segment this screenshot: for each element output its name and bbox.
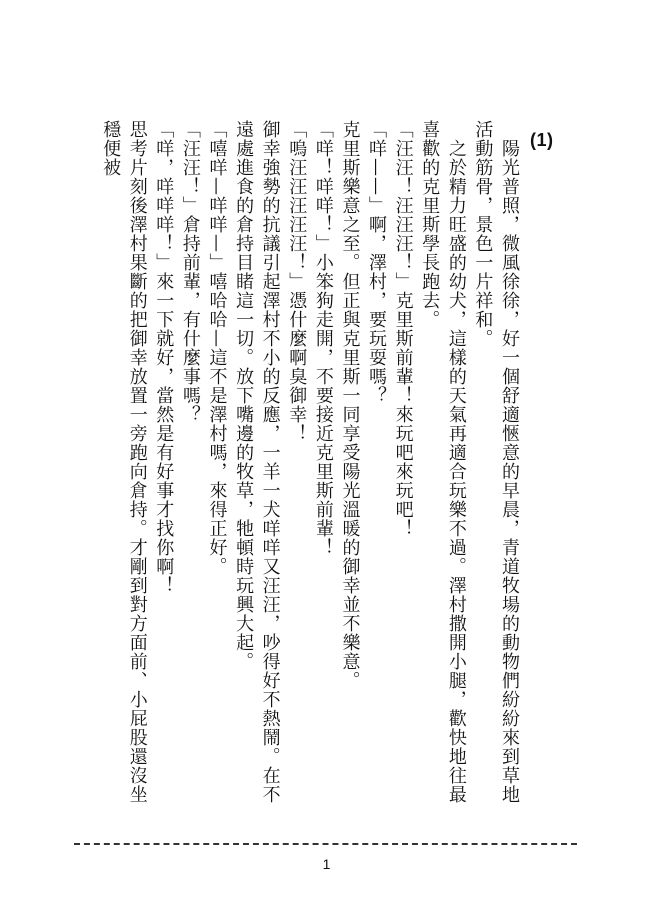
paragraph: 之於精力旺盛的幼犬，這樣的天氣再適合玩樂不過。澤村撒開小腿，歡快地往最喜歡的克里斯學長跑去。: [419, 120, 467, 804]
paragraph: 「汪汪！汪汪汪！」克里斯前輩！來玩吧來玩吧！: [392, 120, 414, 538]
paragraph: 陽光普照，微風徐徐，好一個舒適愜意的早晨，青道牧場的動物們紛紛來到草地活動筋骨，景色一片祥和。: [472, 120, 520, 804]
paragraph: 克里斯樂意之至。但正與克里斯一同享受陽光溫暖的御幸並不樂意。: [339, 120, 361, 690]
vertical-text-body: [82, 120, 522, 820]
paragraph: 「咩，咩咩咩！」來一下就好，當然是有好事才找你啊！: [153, 120, 175, 595]
paragraph: 「咩！咩咩！」小笨狗走開，不要接近克里斯前輩！: [312, 120, 334, 557]
paragraph: 思考片刻後澤村果斷的把御幸放置一旁跑向倉持。才剛到對方面前、小屁股還沒坐穩便被: [100, 120, 148, 804]
paragraph: 「嗚汪汪汪汪汪！」憑什麼啊臭御幸！: [286, 120, 308, 443]
paragraph: 「汪汪！」倉持前輩，有什麼事嗎？: [179, 120, 201, 424]
paragraph: 「嘻咩—咩咩—」嘻哈哈—這不是澤村嗎，來得正好。: [206, 120, 228, 576]
page-number: 1: [322, 856, 331, 872]
paragraph: 「咩——」啊，澤村，要玩耍嗎？: [366, 120, 388, 405]
chapter-number: (1): [530, 130, 554, 150]
paragraph: 御幸強勢的抗議引起澤村不小的反應，一羊一犬咩咩又汪汪，吵得好不熱鬧。在不遠處進食的倉持目睹這一切。放下嘴邊的牧草，牠頓時玩興大起。: [233, 120, 281, 804]
footer-divider: [74, 843, 577, 845]
